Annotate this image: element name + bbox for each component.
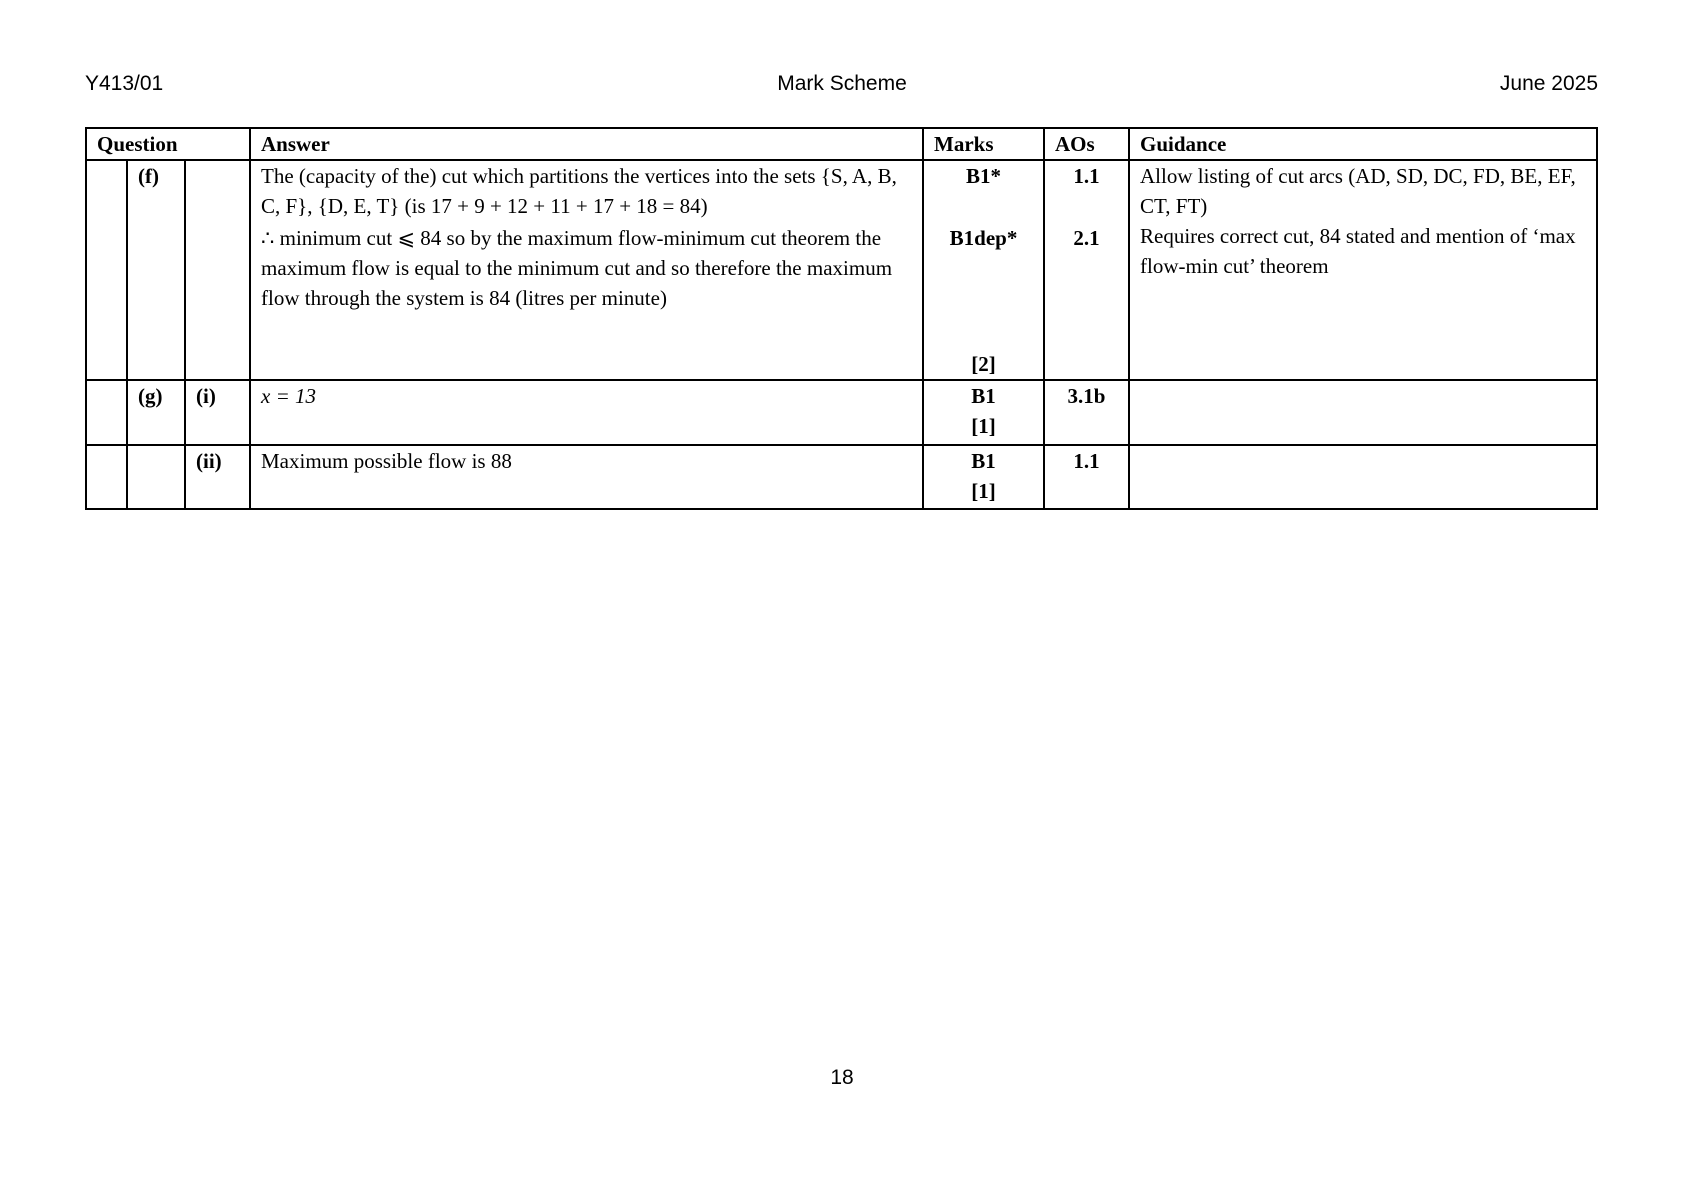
- mark-total: [1]: [971, 479, 996, 503]
- answer-cell: Maximum possible flow is 88: [250, 445, 923, 509]
- guidance-cell: [1129, 445, 1597, 509]
- aos-cell: 3.1b: [1044, 380, 1129, 445]
- guidance-cell: [1129, 160, 1597, 380]
- question-subpart: (i): [185, 380, 250, 445]
- header-answer: Answer: [250, 128, 923, 160]
- header-question: Question: [86, 128, 250, 160]
- paper-code: Y413/01: [85, 72, 164, 95]
- guidance-line: Allow listing of cut arcs (AD, SD, DC, FD, BE, EF, CT, FT): [1140, 164, 1576, 218]
- answer-line: ∴ minimum cut ⩽ 84 so by the maximum flow-minimum cut theorem the maximum flow is equal to the minimum cut and so therefore the maximum flow through the system is 84 (litres per minute): [261, 226, 893, 310]
- answer-text: x = 13: [261, 384, 316, 408]
- answer-cell: [250, 160, 923, 380]
- marks-cell: [923, 445, 1044, 509]
- header-marks: Marks: [923, 128, 1044, 160]
- guidance-line: Requires correct cut, 84 stated and mention of ‘max flow-min cut’ theorem: [1140, 224, 1576, 278]
- mark: B1dep*: [949, 226, 1018, 250]
- question-subpart: (ii): [185, 445, 250, 509]
- mark: B1: [971, 449, 996, 473]
- mark-scheme-table: [85, 127, 1598, 510]
- table-row: [86, 445, 1597, 509]
- header-guidance: Guidance: [1129, 128, 1597, 160]
- exam-date: June 2025: [1499, 72, 1598, 95]
- ao: 1.1: [1073, 164, 1100, 188]
- ao: 2.1: [1073, 226, 1100, 250]
- table-row: [86, 380, 1597, 445]
- question-part: (f): [127, 160, 185, 380]
- aos-cell: [1044, 160, 1129, 380]
- aos-cell: 1.1: [1044, 445, 1129, 509]
- table-header-row: [86, 128, 1597, 160]
- marks-cell: [923, 380, 1044, 445]
- question-part: (g): [127, 380, 185, 445]
- question-part: [127, 445, 185, 509]
- mark-total: [1]: [971, 414, 996, 438]
- marks-cell: [923, 160, 1044, 380]
- mark: B1*: [965, 164, 1001, 188]
- mark-total: [2]: [971, 352, 996, 376]
- table-row: [86, 160, 1597, 380]
- mark: B1: [971, 384, 996, 408]
- document-title: Mark Scheme: [777, 72, 907, 95]
- answer-line: The (capacity of the) cut which partitions the vertices into the sets {S, A, B, C, F}, {D, E, T} (is 17 + 9 + 12 + 11 + 17 + 18 = 84): [261, 164, 897, 218]
- guidance-cell: [1129, 380, 1597, 445]
- answer-cell: [250, 380, 923, 445]
- header-aos: AOs: [1044, 128, 1129, 160]
- page-number: 18: [830, 1066, 854, 1089]
